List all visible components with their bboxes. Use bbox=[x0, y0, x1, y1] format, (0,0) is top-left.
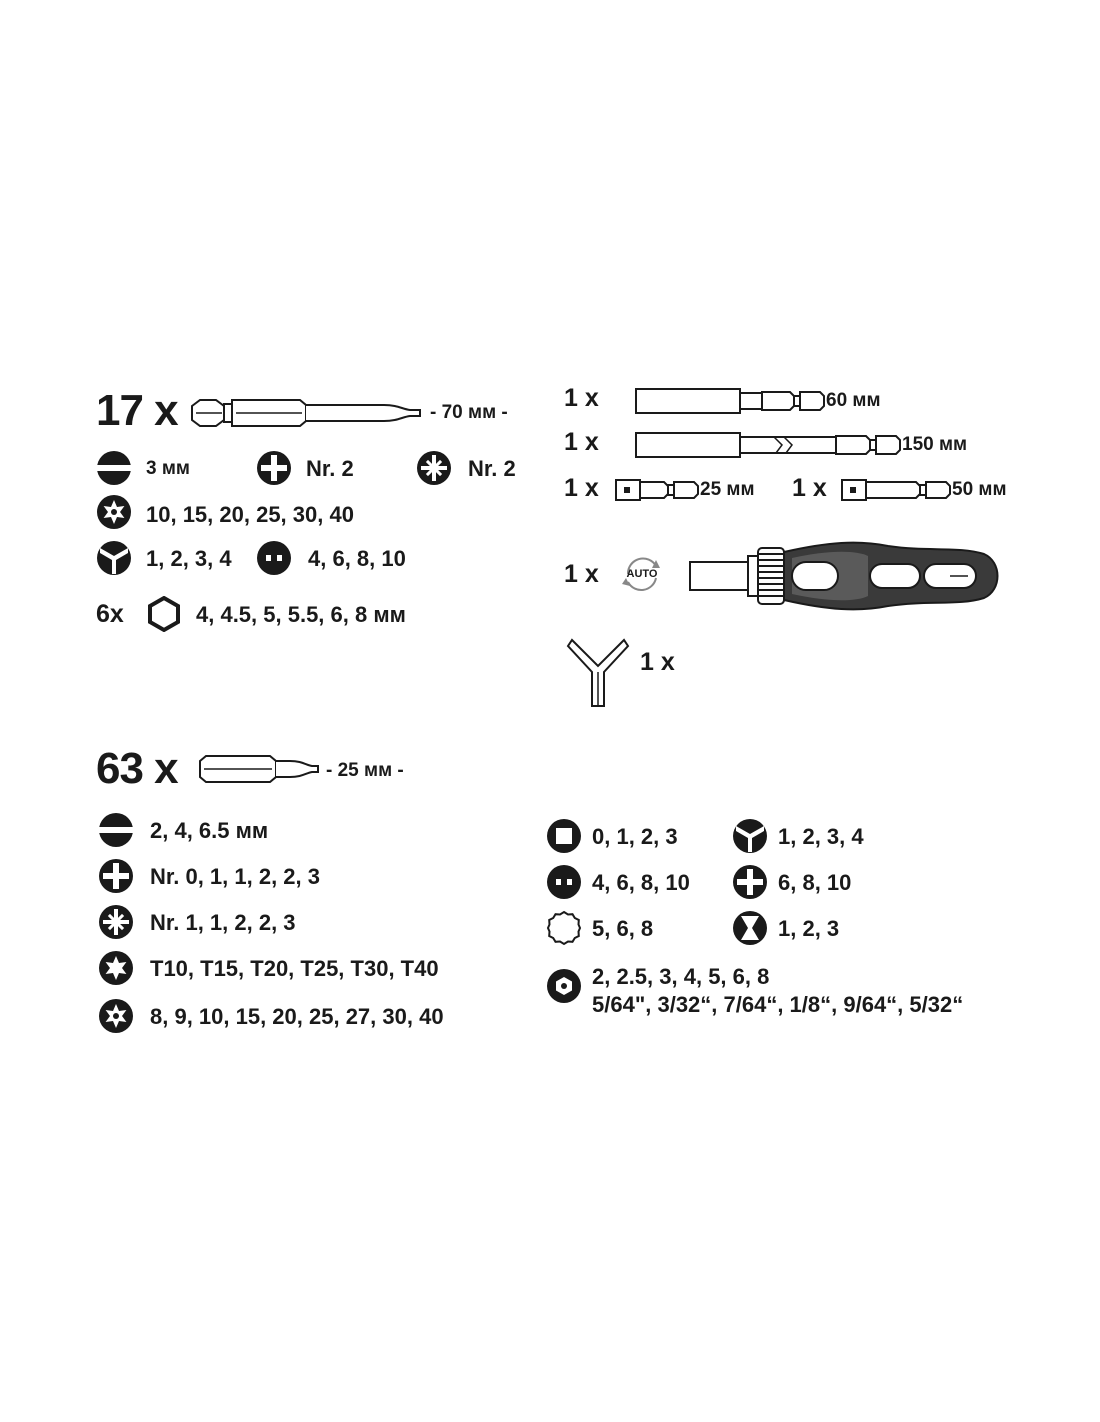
short-bit-illustration bbox=[198, 754, 322, 784]
short-bits-count: 63 x bbox=[96, 744, 178, 793]
adapter-25-illustration bbox=[614, 478, 700, 502]
long-bit-length: - 70 мм - bbox=[430, 402, 508, 423]
short-phillips-2-sizes: 6, 8, 10 bbox=[778, 870, 852, 895]
auto-label: AUTO bbox=[626, 568, 658, 580]
y-tool-qty: 1 x bbox=[640, 648, 675, 676]
torx-icon bbox=[98, 950, 134, 986]
long-phillips-sizes: Nr. 2 bbox=[306, 456, 354, 481]
tri-wing-icon bbox=[96, 540, 132, 576]
extension-60-illustration bbox=[634, 388, 826, 414]
ext-60-length: 60 мм bbox=[826, 390, 881, 411]
adapter-25-qty: 1 x bbox=[564, 474, 599, 502]
extension-150-illustration bbox=[634, 432, 902, 458]
hex-tamper-icon bbox=[546, 968, 582, 1004]
spanner-icon bbox=[256, 540, 292, 576]
short-bit-length: - 25 мм - bbox=[326, 760, 404, 781]
short-slotted-sizes: 2, 4, 6.5 мм bbox=[150, 818, 269, 843]
tri-wing-icon bbox=[732, 818, 768, 854]
short-spanner-sizes: 4, 6, 8, 10 bbox=[592, 870, 690, 895]
ext-150-qty: 1 x bbox=[564, 428, 599, 456]
short-phillips-sizes: Nr. 0, 1, 1, 2, 2, 3 bbox=[150, 864, 320, 889]
long-torx-sizes: 10, 15, 20, 25, 30, 40 bbox=[146, 502, 354, 527]
short-pozidriv-sizes: Nr. 1, 1, 2, 2, 3 bbox=[150, 910, 296, 935]
twelve-point-icon bbox=[546, 910, 582, 946]
phillips-icon bbox=[256, 450, 292, 486]
short-torx-tamper-sizes: 8, 9, 10, 15, 20, 25, 27, 30, 40 bbox=[150, 1004, 444, 1029]
slotted-icon bbox=[96, 450, 132, 486]
phillips-icon bbox=[98, 858, 134, 894]
square-icon bbox=[546, 818, 582, 854]
hex-icon bbox=[146, 596, 182, 632]
torx-tamper-icon bbox=[98, 998, 134, 1034]
adapter-50-length: 50 мм bbox=[952, 479, 1007, 500]
pozidriv-icon bbox=[416, 450, 452, 486]
long-spanner-sizes: 4, 6, 8, 10 bbox=[308, 546, 406, 571]
hex-count: 6x bbox=[96, 600, 124, 628]
short-square-sizes: 0, 1, 2, 3 bbox=[592, 824, 678, 849]
ext-60-qty: 1 x bbox=[564, 384, 599, 412]
torq-set-icon bbox=[732, 910, 768, 946]
ext-150-length: 150 мм bbox=[902, 434, 968, 455]
slotted-icon bbox=[98, 812, 134, 848]
y-tool-illustration bbox=[568, 638, 630, 708]
long-bit-illustration bbox=[188, 396, 424, 430]
short-hex-tamper-inch: 5/64", 3/32“, 7/64“, 1/8“, 9/64“, 5/32“ bbox=[592, 992, 964, 1017]
auto-ratchet-icon bbox=[620, 550, 664, 594]
ratchet-screwdriver-illustration bbox=[688, 534, 1004, 618]
long-hex-sizes: 4, 4.5, 5, 5.5, 6, 8 мм bbox=[196, 602, 406, 627]
pozidriv-icon bbox=[98, 904, 134, 940]
short-torx-sizes: T10, T15, T20, T25, T30, T40 bbox=[150, 956, 439, 981]
long-pozidriv-sizes: Nr. 2 bbox=[468, 456, 516, 481]
short-hex-tamper-metric: 2, 2.5, 3, 4, 5, 6, 8 bbox=[592, 964, 770, 989]
long-bits-count: 17 x bbox=[96, 386, 178, 435]
short-tri-wing-sizes: 1, 2, 3, 4 bbox=[778, 824, 864, 849]
phillips-icon bbox=[732, 864, 768, 900]
adapter-50-illustration bbox=[840, 478, 952, 502]
long-slotted-sizes: 3 мм bbox=[146, 458, 190, 479]
short-twelve-point-sizes: 5, 6, 8 bbox=[592, 916, 654, 941]
long-tri-wing-sizes: 1, 2, 3, 4 bbox=[146, 546, 232, 571]
adapter-25-length: 25 мм bbox=[700, 479, 755, 500]
short-torq-set-sizes: 1, 2, 3 bbox=[778, 916, 840, 941]
spanner-icon bbox=[546, 864, 582, 900]
torx-tamper-icon bbox=[96, 494, 132, 530]
ratchet-qty: 1 x bbox=[564, 560, 599, 588]
adapter-50-qty: 1 x bbox=[792, 474, 827, 502]
